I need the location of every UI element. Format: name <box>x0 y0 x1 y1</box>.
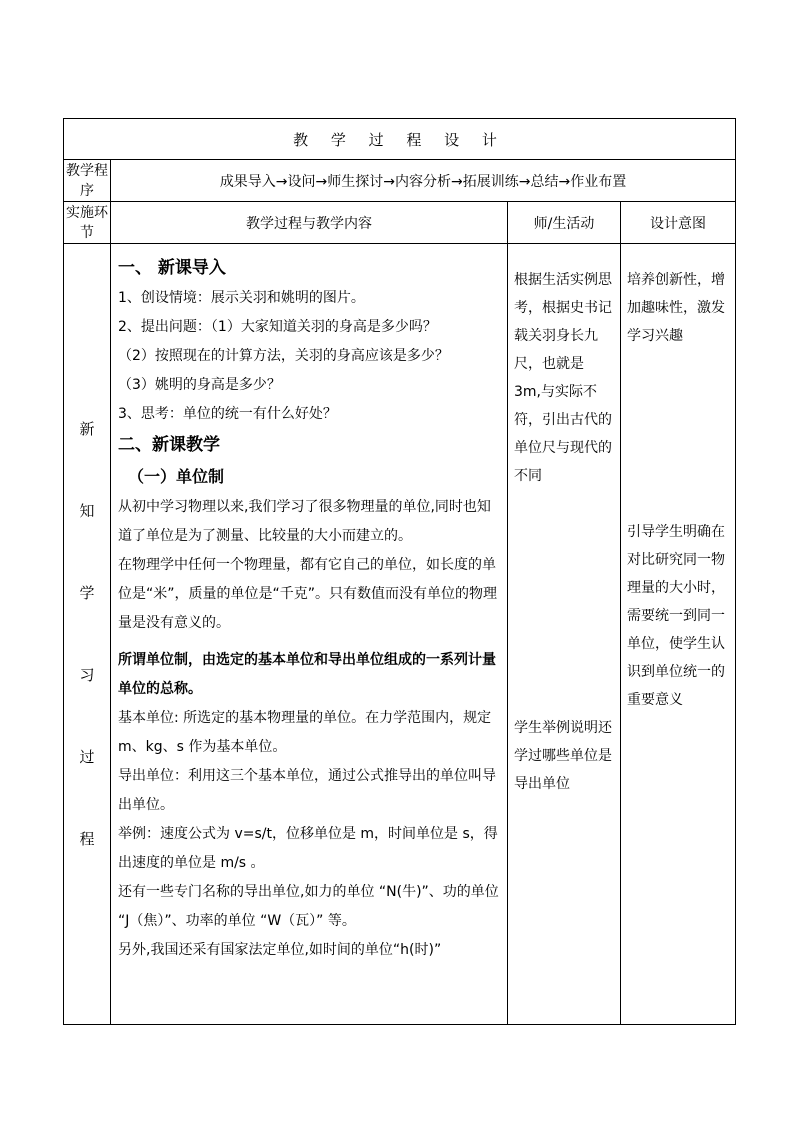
stage-char: 知 <box>79 502 95 520</box>
paragraph: 导出单位：利用这三个基本单位，通过公式推导出的单位叫导出单位。 <box>118 768 496 813</box>
intro-line: 3、思考：单位的统一有什么好处？ <box>118 406 337 422</box>
stage-label: 实施环节 <box>64 202 111 244</box>
heading-unit-system: （一）单位制 <box>128 467 225 486</box>
program-sequence: 成果导入→设问→师生探讨→内容分析→拓展训练→总结→作业布置 <box>111 160 736 202</box>
paragraph: 举例：速度公式为 v=s/t，位移单位是 m，时间单位是 s，得出速度的单位是 m/s 。 <box>118 826 498 871</box>
intro-line: 1、创设情境：展示关羽和姚明的图片。 <box>118 290 365 306</box>
stage-char: 新 <box>79 420 95 438</box>
stage-char: 习 <box>79 666 95 684</box>
paragraph: 还有一些专门名称的导出单位,如力的单位 “N(牛)”、功的单位 “J（焦）”、功率的单位 “W（瓦）” 等。 <box>118 884 499 929</box>
activity-cell <box>508 244 621 1025</box>
program-label: 教学程序 <box>64 160 111 202</box>
intro-line: 2、提出问题：（1）大家知道关羽的身高是多少吗？ <box>118 319 437 335</box>
intent-text: 引导学生明确在对比研究同一物理量的大小时，需要统一到同一单位，使学生认识到单位统一的重要意义 <box>627 524 725 708</box>
activity-text: 根据生活实例思考，根据史书记载关羽身长九尺，也就是 3m,与实际不符，引出古代的单位尺与现代的不同 <box>514 272 612 484</box>
lesson-plan-table <box>63 118 736 1025</box>
content-cell <box>111 244 508 1025</box>
column-header-intent: 设计意图 <box>621 202 736 244</box>
stage-char: 学 <box>79 584 95 602</box>
intro-line: （2）按照现在的计算方法，关羽的身高应该是多少？ <box>118 348 449 364</box>
intent-cell <box>621 244 736 1025</box>
activity-text: 学生举例说明还学过哪些单位是导出单位 <box>514 720 612 792</box>
paragraph: 另外,我国还采有国家法定单位,如时间的单位“h(时)” <box>118 942 442 958</box>
paragraph: 在物理学中任何一个物理量，都有它自己的单位，如长度的单位是“米”，质量的单位是“千克”。只有数值而没有单位的物理量是没有意义的。 <box>118 557 498 631</box>
intent-text: 培养创新性，增加趣味性，激发学习兴趣 <box>627 272 725 344</box>
stage-char: 过 <box>79 748 95 766</box>
heading-teaching: 二、新课教学 <box>118 435 220 455</box>
paragraph: 基本单位: 所选定的基本物理量的单位。在力学范围内，规定 m、kg、s 作为基本单位。 <box>118 710 492 755</box>
heading-intro: 一、 新课导入 <box>118 258 226 278</box>
stage-name-cell <box>64 244 111 1025</box>
column-header-activity: 师/生活动 <box>508 202 621 244</box>
table-title: 教 学 过 程 设 计 <box>64 119 736 160</box>
column-header-content: 教学过程与教学内容 <box>111 202 508 244</box>
intro-line: （3）姚明的身高是多少？ <box>118 377 281 393</box>
definition-paragraph: 所谓单位制，由选定的基本单位和导出单位组成的一系列计量单位的总称。 <box>118 652 496 697</box>
stage-char: 程 <box>79 830 95 848</box>
paragraph: 从初中学习物理以来,我们学习了很多物理量的单位,同时也知道了单位是为了测量、比较量的大小而建立的。 <box>118 499 491 544</box>
